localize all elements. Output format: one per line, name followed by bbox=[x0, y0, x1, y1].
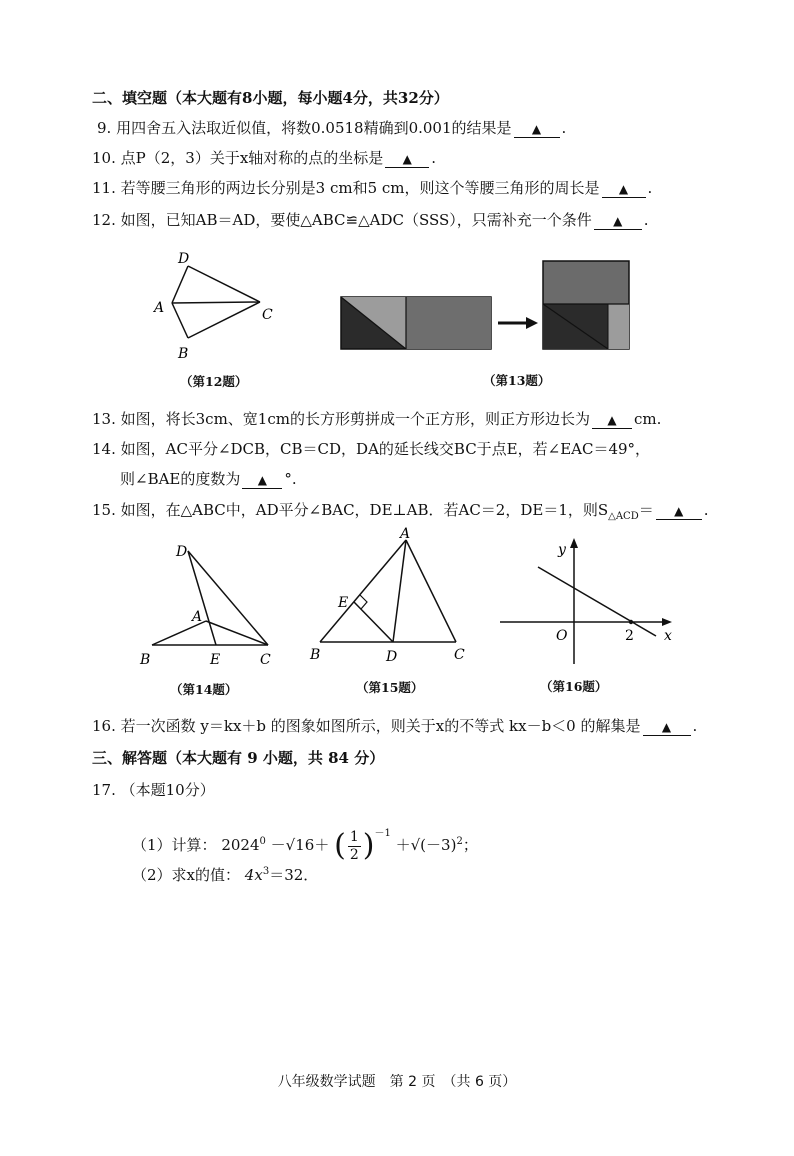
segment-da bbox=[172, 266, 188, 303]
figure-14 bbox=[136, 538, 286, 670]
label-x: x bbox=[664, 628, 672, 644]
question-number: 13. bbox=[92, 410, 116, 428]
label-c: C bbox=[262, 307, 273, 323]
segment-ab bbox=[172, 303, 188, 338]
triangle-mark: ▲ bbox=[531, 122, 542, 136]
triangle-mark: ▲ bbox=[618, 182, 629, 196]
equals-32: ＝32． bbox=[269, 866, 319, 884]
triangle-mark: ▲ bbox=[613, 214, 623, 228]
question-10 bbox=[92, 148, 436, 168]
exponent-three: 3 bbox=[262, 866, 270, 877]
question-number: 15. bbox=[92, 501, 116, 519]
right-paren: ) bbox=[362, 828, 375, 863]
term-2024: 2024 bbox=[221, 836, 260, 854]
question-14-line-2 bbox=[120, 469, 297, 489]
figure-16 bbox=[494, 536, 684, 670]
numerator: 1 bbox=[349, 828, 359, 845]
answer-blank[interactable] bbox=[592, 411, 632, 429]
answer-blank[interactable] bbox=[594, 212, 642, 230]
segment-dc bbox=[188, 551, 268, 645]
segment-ac bbox=[406, 540, 456, 642]
question-text: 如图，AC平分∠DCB，CB＝CD，DA的延长线交BC于点E，若∠EAC＝49°， bbox=[120, 440, 651, 458]
question-12 bbox=[92, 210, 649, 230]
period: . bbox=[703, 501, 709, 519]
square-right-light bbox=[608, 304, 629, 349]
section-2-title: 二、填空题（本大题有8小题，每小题4分，共32分） bbox=[92, 89, 449, 107]
figure-13-caption: （第13题） bbox=[483, 373, 551, 388]
x-arrow-icon bbox=[662, 618, 672, 626]
period: . bbox=[643, 211, 649, 229]
question-number: 11. bbox=[92, 179, 116, 197]
function-line bbox=[538, 567, 656, 636]
term-sqrt16: －√16＋ bbox=[270, 836, 330, 854]
question-number: 16. bbox=[92, 717, 116, 735]
question-17 bbox=[92, 780, 215, 800]
segment-de bbox=[354, 602, 393, 642]
period: . bbox=[647, 179, 653, 197]
arrow-head bbox=[526, 317, 538, 329]
question-17-part-2 bbox=[132, 862, 318, 885]
question-number: 12. bbox=[92, 211, 116, 229]
question-text: 若一次函数 y＝kx＋b 的图象如图所示，则关于x的不等式 kx－b＜0 的解集是 bbox=[120, 717, 641, 735]
segment-ab bbox=[320, 540, 406, 642]
label-b: B bbox=[310, 647, 321, 663]
figure-12 bbox=[148, 246, 278, 366]
label-c: C bbox=[454, 647, 465, 663]
triangle-mark: ▲ bbox=[257, 473, 267, 487]
question-16 bbox=[92, 716, 697, 736]
label-a: A bbox=[154, 300, 165, 316]
label-origin: O bbox=[556, 628, 568, 644]
section-3-title: 三、解答题（本大题有 9 小题，共 84 分） bbox=[92, 749, 385, 767]
question-9 bbox=[97, 118, 566, 138]
question-text: 如图，在△ABC中，AD平分∠BAC，DE⊥AB．若AC＝2，DE＝1，则S bbox=[120, 501, 609, 519]
question-number: 9. bbox=[97, 119, 112, 137]
x-intercept-point bbox=[629, 620, 633, 624]
question-14 bbox=[92, 439, 650, 459]
figure-15 bbox=[306, 524, 476, 669]
part-label: （1）计算： bbox=[132, 836, 217, 854]
label-b: B bbox=[178, 346, 189, 362]
answer-blank[interactable] bbox=[514, 120, 560, 138]
figure-16-caption: （第16题） bbox=[540, 679, 608, 694]
segment-dc bbox=[188, 266, 260, 302]
figure-15-caption: （第15题） bbox=[356, 680, 424, 695]
y-arrow-icon bbox=[570, 538, 578, 548]
segment-bc bbox=[188, 302, 260, 338]
question-text: 若等腰三角形的两边长分别是3 cm和5 cm，则这个等腰三角形的周长是 bbox=[120, 179, 600, 197]
denominator: 2 bbox=[349, 846, 359, 863]
question-text: 点P（2，3）关于x轴对称的点的坐标是 bbox=[120, 149, 384, 167]
unit: cm. bbox=[633, 410, 662, 428]
semicolon: ； bbox=[462, 836, 478, 854]
period: . bbox=[431, 149, 437, 167]
question-points: （本题10分） bbox=[120, 781, 215, 799]
label-y: y bbox=[558, 542, 566, 558]
triangle-mark: ▲ bbox=[402, 152, 412, 166]
label-a: A bbox=[400, 526, 411, 542]
degree-period: °. bbox=[284, 470, 297, 488]
figure-12-caption: （第12题） bbox=[180, 374, 248, 389]
label-two: 2 bbox=[625, 628, 634, 644]
question-text: 用四舍五入法取近似值，将数0.0518精确到0.001的结果是 bbox=[116, 119, 512, 137]
exponent-two: 2 bbox=[456, 836, 463, 847]
term-4x: 4x bbox=[244, 866, 263, 884]
answer-blank[interactable] bbox=[602, 180, 646, 198]
segment-de bbox=[188, 551, 216, 645]
question-13 bbox=[92, 409, 661, 429]
answer-blank[interactable] bbox=[385, 150, 429, 168]
period: . bbox=[561, 119, 567, 137]
left-paren: ( bbox=[334, 828, 346, 863]
answer-blank[interactable] bbox=[242, 471, 282, 489]
label-d: D bbox=[178, 251, 190, 267]
figure-13 bbox=[338, 256, 638, 356]
segment-ac bbox=[172, 302, 260, 303]
figure-14-caption: （第14题） bbox=[170, 682, 238, 697]
question-text: 如图，将长3cm、宽1cm的长方形剪拼成一个正方形，则正方形边长为 bbox=[120, 410, 590, 428]
exponent-neg-one: －1 bbox=[374, 828, 391, 839]
term-sqrt-neg3: ＋√(－3) bbox=[395, 836, 457, 854]
triangle-mark: ▲ bbox=[607, 413, 617, 427]
segment-ad bbox=[393, 540, 406, 642]
question-number: 14. bbox=[92, 440, 116, 458]
label-c: C bbox=[260, 652, 271, 668]
label-d: D bbox=[176, 544, 188, 560]
triangle-mark: ▲ bbox=[674, 504, 684, 518]
label-e: E bbox=[210, 652, 221, 668]
question-text: 则∠BAE的度数为 bbox=[120, 470, 241, 488]
page-footer: 八年级数学试题 第 2 页 （共 6 页） bbox=[277, 1074, 517, 1090]
question-17-part-1 bbox=[132, 814, 478, 865]
question-11 bbox=[92, 178, 652, 198]
triangle-mark: ▲ bbox=[661, 720, 672, 734]
question-15 bbox=[92, 500, 709, 527]
label-d: D bbox=[386, 649, 398, 665]
right-angle-mark bbox=[360, 595, 367, 609]
part-label: （2）求x的值： bbox=[132, 866, 241, 884]
answer-blank[interactable] bbox=[656, 502, 702, 520]
label-b: B bbox=[140, 652, 151, 668]
answer-blank[interactable] bbox=[643, 718, 691, 736]
exponent-zero: 0 bbox=[259, 836, 266, 847]
area-subscript: △ACD bbox=[608, 511, 639, 522]
equals-sign: ＝ bbox=[638, 501, 654, 519]
fraction-half bbox=[348, 829, 361, 864]
question-text: 如图，已知AB＝AD，要使△ABC≌△ADC（SSS），只需补充一个条件 bbox=[120, 211, 592, 229]
question-number: 10. bbox=[92, 149, 116, 167]
question-number: 17. bbox=[92, 781, 116, 799]
label-e: E bbox=[338, 595, 349, 611]
label-a: A bbox=[192, 609, 203, 625]
period: . bbox=[692, 717, 698, 735]
